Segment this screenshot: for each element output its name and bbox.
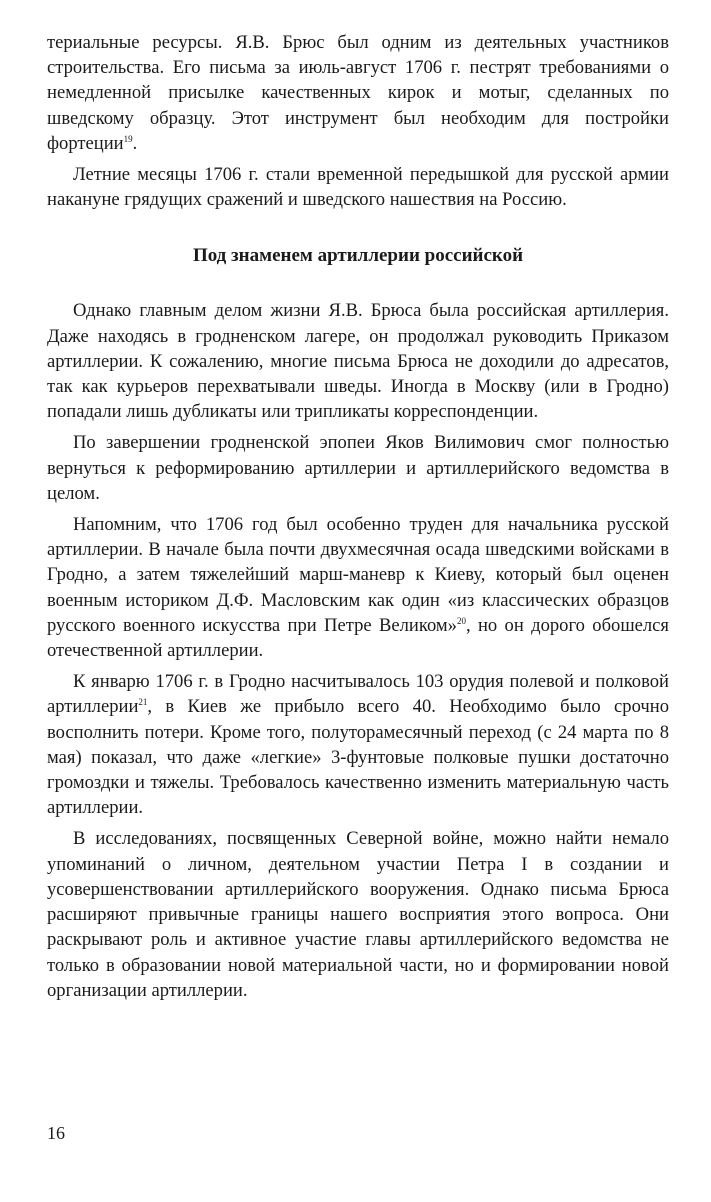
- paragraph-6: [47, 669, 669, 820]
- footnote-marker-20: 20: [456, 615, 466, 626]
- footnote-marker-19: 19: [123, 133, 133, 144]
- book-page: [47, 30, 669, 1003]
- paragraph-6-text: К январю 1706 г. в Гродно насчитывалось 103 орудия полевой и полковой артиллерии: [47, 671, 669, 718]
- paragraph-5-text: Напомним, что 1706 год был особенно труден для начальника русской артиллерии. В начале была почти двухмесячная осада шведскими войсками в Гродно, а затем тяжелейший марш-маневр к Киеву, который был оценен военным историком Д.Ф. Масловским как один «из классических образцов русского военного искусства при Петре Великом»: [47, 514, 669, 636]
- paragraph-1-text: териальные ресурсы. Я.В. Брюс был одним из деятельных участников строительства. Его письма за июль-август 1706 г. пестрят требованиями о немедленной присылке качественных кирок и мотыг, сделанных по шведскому образцу. Этот инструмент был необходим для постройки фортеции: [47, 32, 669, 154]
- page-number: 16: [47, 1123, 65, 1143]
- paragraph-5-tail: , но он дорого обошелся отечественной артиллерии.: [47, 614, 669, 662]
- paragraph-6-tail: , в Киев же прибыло всего 40. Необходимо было срочно восполнить потери. Кроме того, полуторамесячный переход (с 24 марта по 8 мая) показал, что даже «легкие» 3-фунтовые полковые пушки достаточно громоздки и тяжелы. Требовалось качественно изменить материальную часть артиллерии.: [47, 696, 669, 819]
- paragraph-1: [47, 30, 669, 156]
- paragraph-5: [47, 512, 669, 663]
- paragraph-1-tail: .: [132, 132, 138, 154]
- paragraph-4: По завершении гродненской эпопеи Яков Вилимович смог полностью вернуться к реформированию артиллерии и артиллерийского ведомства в целом.: [47, 432, 669, 504]
- paragraph-2: Летние месяцы 1706 г. стали временной передышкой для русской армии накануне грядущих сражений и шведского нашествия на Россию.: [47, 164, 669, 211]
- paragraph-7: В исследованиях, посвященных Северной войне, можно найти немало упоминаний о личном, деятельном участии Петра I в создании и усовершенствовании артиллерийского вооружения. Однако письма Брюса расширяют привычные границы нашего восприятия этого вопроса. Они раскрывают роль и активное участие главы артиллерийского ведомства не только в образовании новой материальной части, но и формировании новой организации артиллерии.: [47, 828, 669, 1001]
- paragraph-3: Однако главным делом жизни Я.В. Брюса была российская артиллерия. Даже находясь в гродненском лагере, он продолжал руководить Приказом артиллерии. К сожалению, многие письма Брюса не доходили до адресатов, так как курьеров перехватывали шведы. Иногда в Москву (или в Гродно) попадали лишь дубликаты или трипликаты корреспонденции.: [47, 300, 669, 423]
- footnote-marker-21: 21: [138, 697, 148, 708]
- section-heading: Под знаменем артиллерии российской: [192, 245, 524, 267]
